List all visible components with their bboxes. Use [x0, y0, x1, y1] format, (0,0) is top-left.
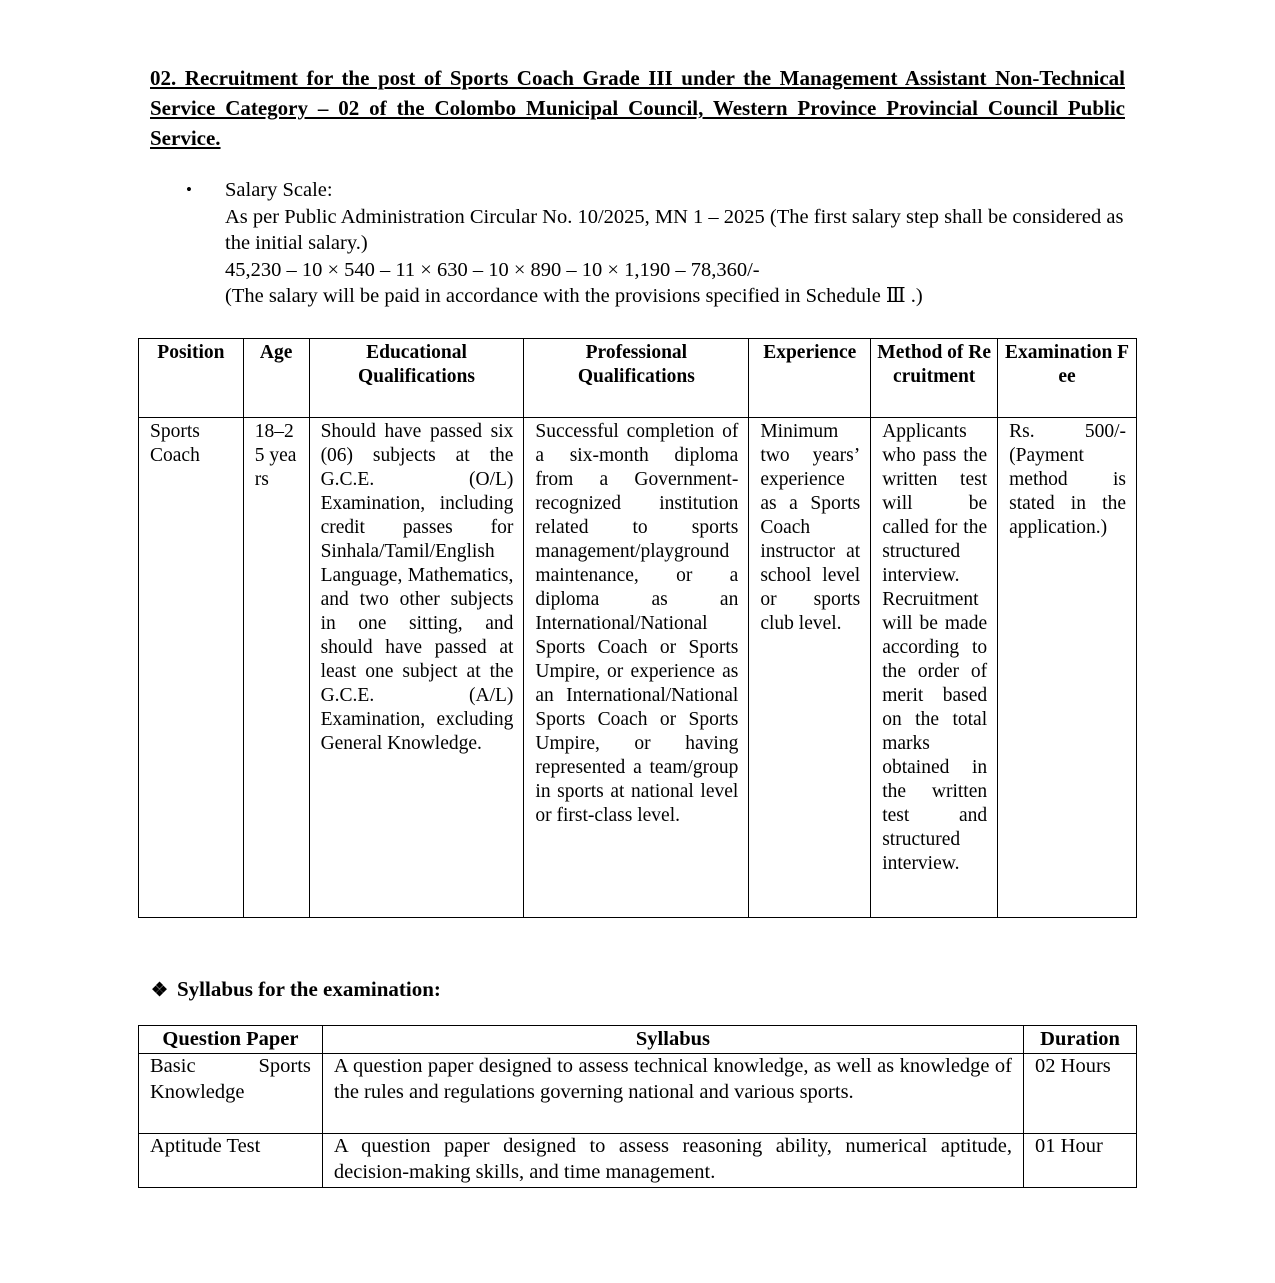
cell-experience: Minimum two years’ experience as a Sports Coach instructor at school level or sports club level.	[749, 418, 871, 918]
syllabus-header-row	[139, 1026, 1137, 1054]
header-question-paper: Question Paper	[139, 1026, 323, 1054]
header-method: Method of Recruitment	[871, 339, 998, 418]
salary-scale-values: 45,230 – 10 × 540 – 11 × 630 – 10 × 890 – 10 × 1,190 – 78,360/-	[225, 258, 760, 281]
cell-duration: 01 Hour	[1024, 1134, 1137, 1188]
salary-circular-text: As per Public Administration Circular No. 10/2025, MN 1 – 2025 (The first salary step shall be considered as the initial salary.)	[225, 205, 1124, 254]
header-professional: Professional Qualifications	[524, 339, 749, 418]
table-row	[139, 1054, 1137, 1134]
syllabus-title: Syllabus for the examination:	[177, 977, 441, 1001]
cell-paper: Basic Sports Knowledge	[139, 1054, 323, 1134]
cell-syllabus: A question paper designed to assess technical knowledge, as well as knowledge of the rules and regulations governing national and various sports.	[322, 1054, 1023, 1134]
syllabus-table	[138, 1025, 1137, 1188]
bullet-icon: •	[186, 180, 192, 199]
table-row	[139, 1134, 1137, 1188]
cell-position: Sports Coach	[139, 418, 244, 918]
section-heading: 02. Recruitment for the post of Sports Coach Grade III under the Management Assistant Non-Technical Service Category – 02 of the Colombo Municipal Council, Western Province Provincial Council Public Service.	[150, 66, 1125, 150]
cell-age: 18–25 years	[243, 418, 309, 918]
cell-paper: Aptitude Test	[139, 1134, 323, 1188]
qualifications-table	[138, 338, 1137, 918]
cell-educational: Should have passed six (06) subjects at the G.C.E. (O/L) Examination, including credit passes for Sinhala/Tamil/English Language, Mathematics, and two other subjects in one sitting, and should have passed at least one subject at the G.C.E. (A/L) Examination, excluding General Knowledge.	[309, 418, 524, 918]
cell-syllabus: A question paper designed to assess reasoning ability, numerical aptitude, decision-making skills, and time management.	[322, 1134, 1023, 1188]
header-position: Position	[139, 339, 244, 418]
diamond-bullet-icon: ❖	[151, 980, 169, 1001]
header-fee: Examination Fee	[998, 339, 1137, 418]
header-syllabus: Syllabus	[322, 1026, 1023, 1054]
syllabus-heading	[151, 976, 441, 1004]
salary-scale-block	[186, 177, 1126, 310]
cell-fee: Rs. 500/- (Payment method is stated in the application.)	[998, 418, 1137, 918]
cell-method: Applicants who pass the written test will be called for the structured interview. Recruitment will be made according to the order of merit based on the total marks obtained in the written test and structured interview.	[871, 418, 998, 918]
table-row	[139, 418, 1137, 918]
cell-duration: 02 Hours	[1024, 1054, 1137, 1134]
header-educational: Educational Qualifications	[309, 339, 524, 418]
header-experience: Experience	[749, 339, 871, 418]
header-age: Age	[243, 339, 309, 418]
cell-professional: Successful completion of a six-month diploma from a Government-recognized institution related to sports management/playground maintenance, or a diploma as an International/National Sports Coach or Sports Umpire, or experience as an International/National Sports Coach or Sports Umpire, or having represented a team/group in sports at national level or first-class level.	[524, 418, 749, 918]
salary-payment-note: (The salary will be paid in accordance with the provisions specified in Schedule Ⅲ .)	[225, 285, 923, 307]
header-duration: Duration	[1024, 1026, 1137, 1054]
table-header-row	[139, 339, 1137, 418]
salary-scale-label: Salary Scale:	[225, 179, 333, 201]
